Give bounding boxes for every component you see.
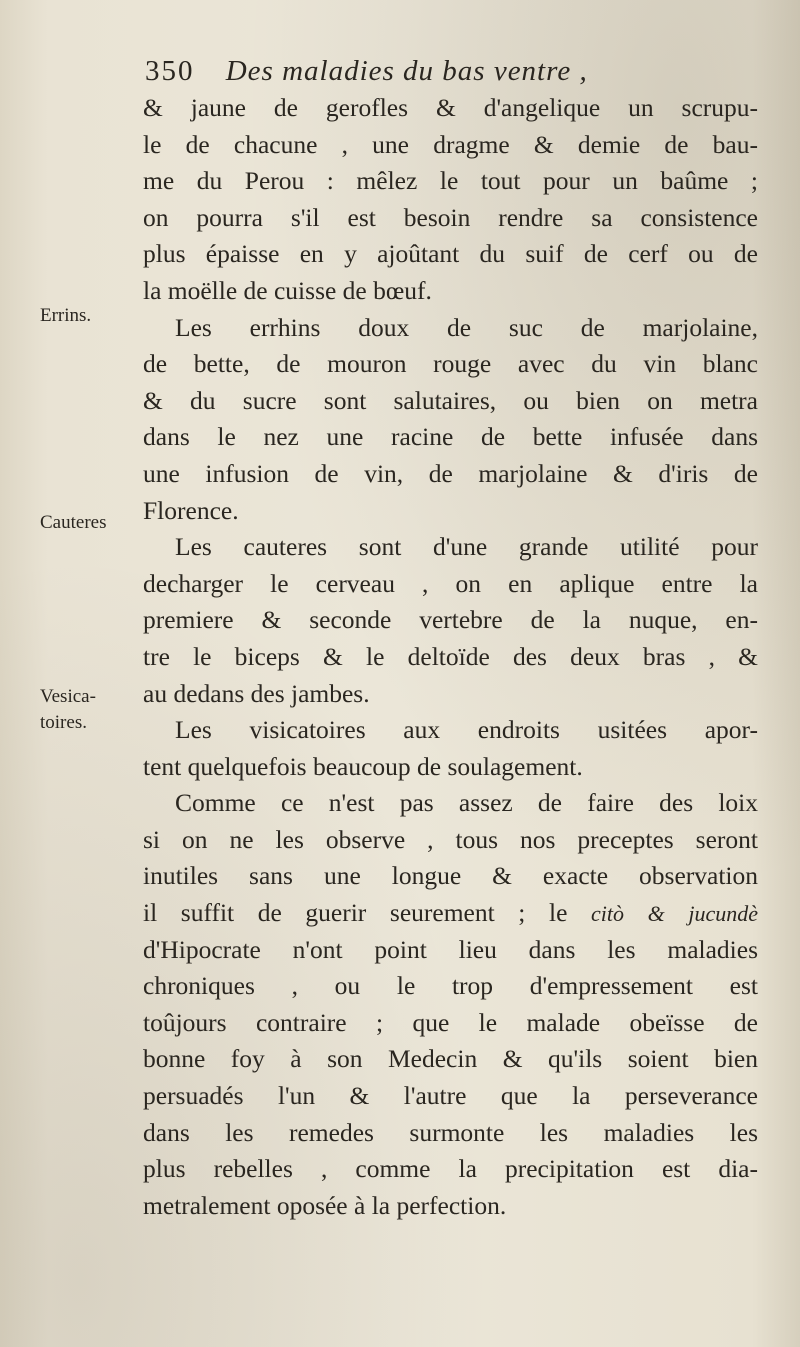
margin-note-vesicatoires: [40, 684, 96, 736]
margin-note-cauteres: [40, 510, 106, 536]
text-line: & jaune de gerofles & d'angelique un scrupu-: [143, 93, 758, 122]
italic-word-cito: citò: [591, 901, 625, 927]
text-line: chroniques , ou le trop d'empressement est: [143, 971, 758, 1001]
margin-note-line: Errins.: [40, 305, 92, 326]
text-line: Les visicatoires aux endroits usitées apor-: [175, 715, 758, 745]
text-line: au dedans des jambes.: [143, 678, 370, 708]
text-line: metralement oposée à la perfection.: [143, 1190, 507, 1220]
body-text: [143, 90, 758, 1224]
text-line: d'Hipocrate n'ont point lieu dans les maladies: [143, 934, 758, 964]
text-line: tent quelquefois beaucoup de soulagement.: [143, 751, 583, 781]
text-line: si on ne les observe , tous nos preceptes seront: [143, 824, 758, 854]
text-line: decharger le cerveau , on en aplique entre la: [143, 568, 758, 598]
text-segment: il suffit de guerir seurement ; le: [143, 898, 568, 928]
text-line: la moëlle de cuisse de bœuf.: [143, 275, 432, 305]
text-line: Comme ce n'est pas assez de faire des loix: [175, 788, 758, 818]
text-line: Florence.: [143, 495, 239, 525]
text-line: dans le nez une racine de bette infusée dans: [143, 422, 758, 452]
text-line: inutiles sans une longue & exacte observation: [143, 861, 758, 891]
text-line-with-italics: [143, 895, 758, 932]
text-line: le de chacune , une dragme & demie de bau-: [143, 129, 758, 159]
text-line: Les errhins doux de suc de marjolaine,: [175, 312, 758, 342]
text-line: persuadés l'un & l'autre que la perseverance: [143, 1081, 758, 1111]
text-line: bonne foy à son Medecin & qu'ils soient bien: [143, 1044, 758, 1074]
text-line: toûjours contraire ; que le malade obeïsse de: [143, 1007, 758, 1037]
text-line: me du Perou : mêlez le tout pour un baûme ;: [143, 166, 758, 196]
italic-ampersand: &: [647, 901, 665, 927]
running-title: Des maladies du bas ventre ,: [225, 55, 588, 87]
text-line: & du sucre sont salutaires, ou bien on metra: [143, 385, 758, 415]
text-line: une infusion de vin, de marjolaine & d'iris de: [143, 458, 758, 488]
margin-note-errins: [40, 303, 91, 329]
text-line: tre le biceps & le deltoïde des deux bras , &: [143, 641, 758, 671]
page-header: [145, 46, 705, 94]
margin-note-line: toires.: [40, 712, 87, 733]
text-line: plus épaisse en y ajoûtant du suif de cerf ou de: [143, 239, 758, 269]
page-number: 350: [145, 55, 195, 87]
text-line: Les cauteres sont d'une grande utilité pour: [175, 532, 758, 562]
text-line: plus rebelles , comme la precipitation est dia-: [143, 1154, 758, 1184]
margin-note-line: Cauteres: [40, 512, 107, 533]
text-line: dans les remedes surmonte les maladies les: [143, 1117, 758, 1147]
text-line: on pourra s'il est besoin rendre sa consistence: [143, 202, 758, 232]
text-line: premiere & seconde vertebre de la nuque, en-: [143, 605, 758, 635]
text-line: de bette, de mouron rouge avec du vin blanc: [143, 349, 758, 379]
margin-note-line: Vesica-: [40, 686, 96, 707]
italic-word-jucunde: jucundè: [688, 901, 759, 927]
